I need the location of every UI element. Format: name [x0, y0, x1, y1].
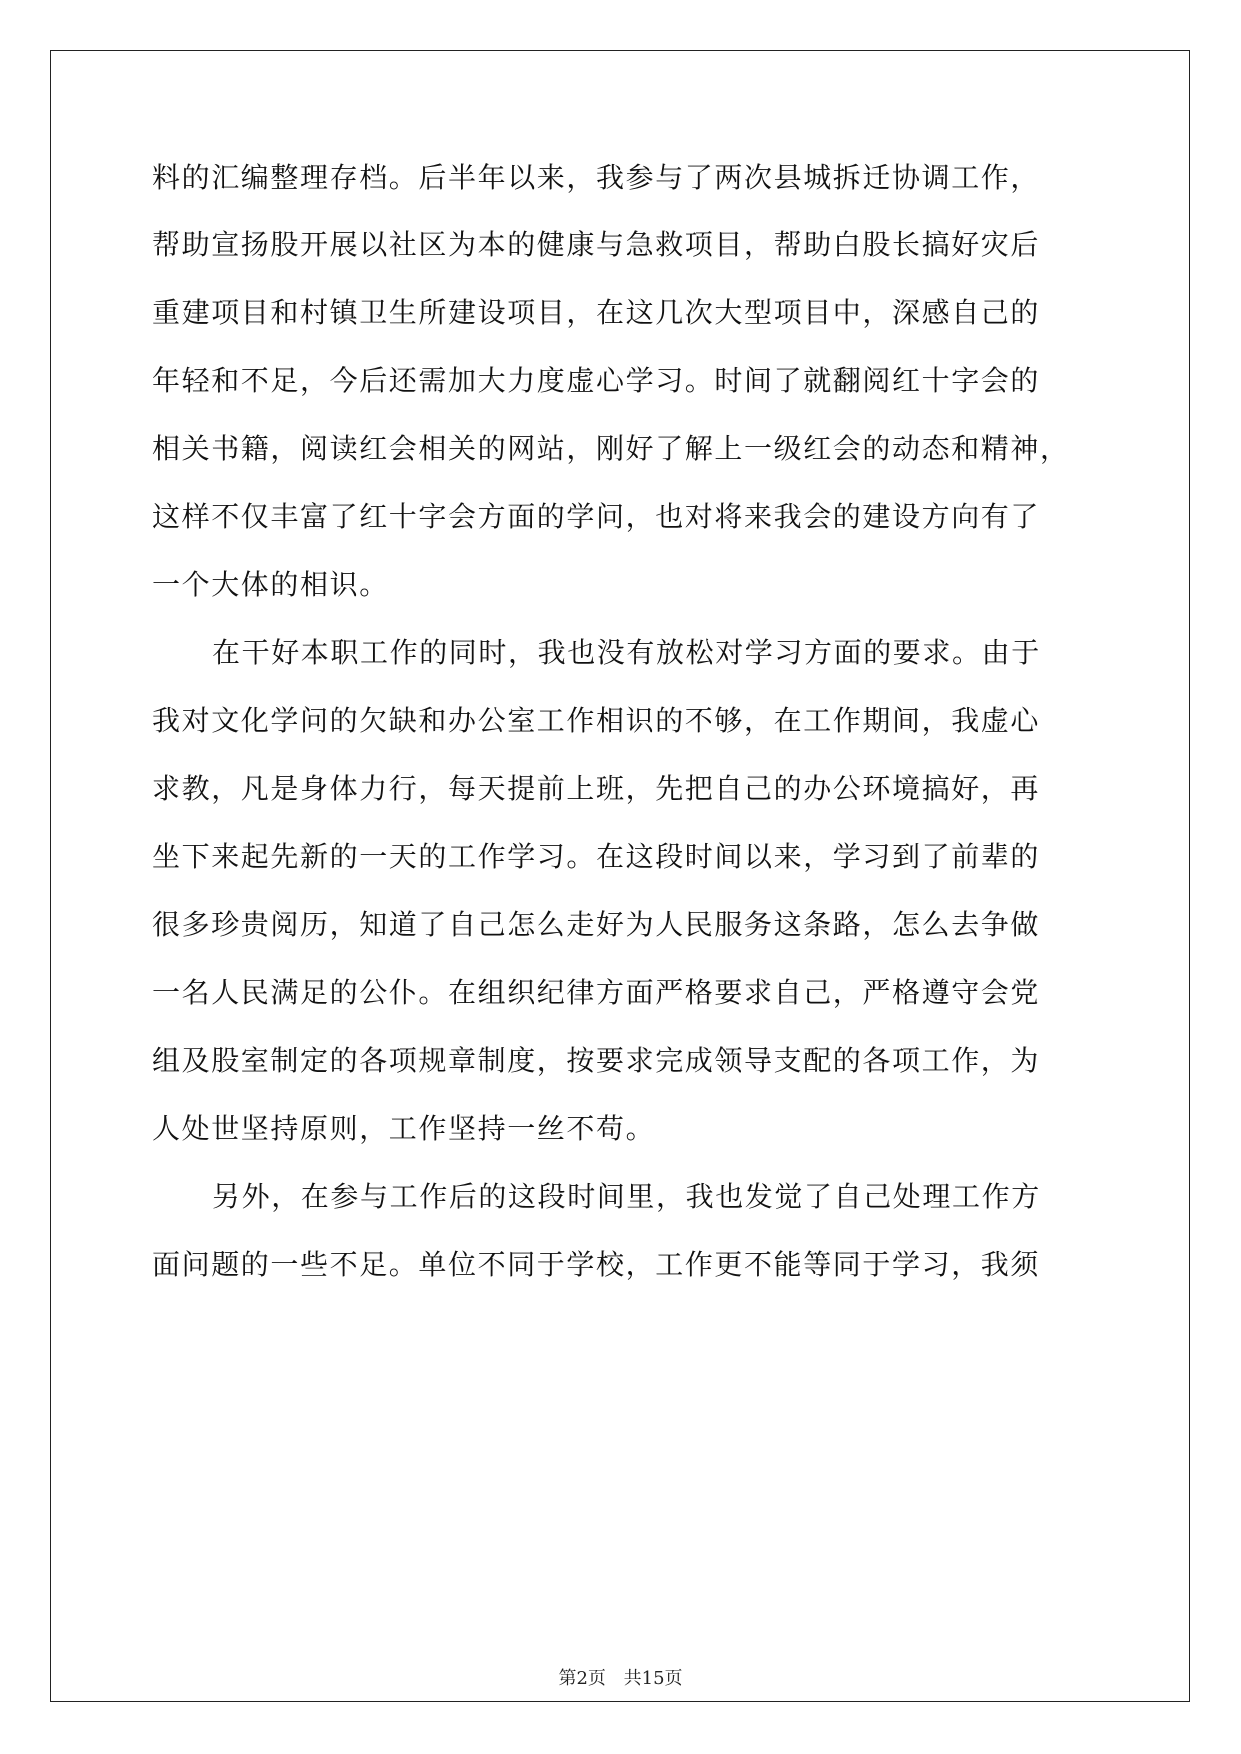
text-line: 相关书籍，阅读红会相关的网站，刚好了解上一级红会的动态和精神， [152, 432, 1070, 465]
page-number: 第2页 [558, 1668, 606, 1689]
page-footer [0, 1668, 1241, 1690]
text-line: 求教，凡是身体力行，每天提前上班，先把自己的办公环境搞好，再 [152, 772, 1041, 805]
text-line: 很多珍贵阅历，知道了自己怎么走好为人民服务这条路，怎么去争做 [152, 908, 1041, 941]
page-total: 共15页 [623, 1668, 683, 1689]
text-line: 一名人民满足的公仆。在组织纪律方面严格要求自己，严格遵守会党 [152, 976, 1041, 1009]
text-line: 料的汇编整理存档。后半年以来，我参与了两次县城拆迁协调工作， [152, 161, 1041, 194]
paragraph-start-line: 另外，在参与工作后的这段时间里，我也发觉了自己处理工作方 [212, 1180, 1041, 1213]
paragraph-start-line: 在干好本职工作的同时，我也没有放松对学习方面的要求。由于 [212, 636, 1041, 669]
text-line: 人处世坚持原则，工作坚持一丝不苟。 [152, 1112, 656, 1145]
text-line: 我对文化学问的欠缺和办公室工作相识的不够，在工作期间，我虚心 [152, 704, 1041, 737]
text-line: 组及股室制定的各项规章制度，按要求完成领导支配的各项工作，为 [152, 1044, 1041, 1077]
text-line: 这样不仅丰富了红十字会方面的学问，也对将来我会的建设方向有了 [152, 500, 1041, 533]
text-line: 重建项目和村镇卫生所建设项目，在这几次大型项目中，深感自己的 [152, 296, 1041, 329]
text-line: 年轻和不足，今后还需加大力度虚心学习。时间了就翻阅红十字会的 [152, 364, 1041, 397]
text-line: 面问题的一些不足。单位不同于学校，工作更不能等同于学习，我须 [152, 1248, 1041, 1281]
text-line: 帮助宣扬股开展以社区为本的健康与急救项目，帮助白股长搞好灾后 [152, 228, 1041, 261]
text-line: 一个大体的相识。 [152, 568, 389, 601]
text-line: 坐下来起先新的一天的工作学习。在这段时间以来，学习到了前辈的 [152, 840, 1041, 873]
